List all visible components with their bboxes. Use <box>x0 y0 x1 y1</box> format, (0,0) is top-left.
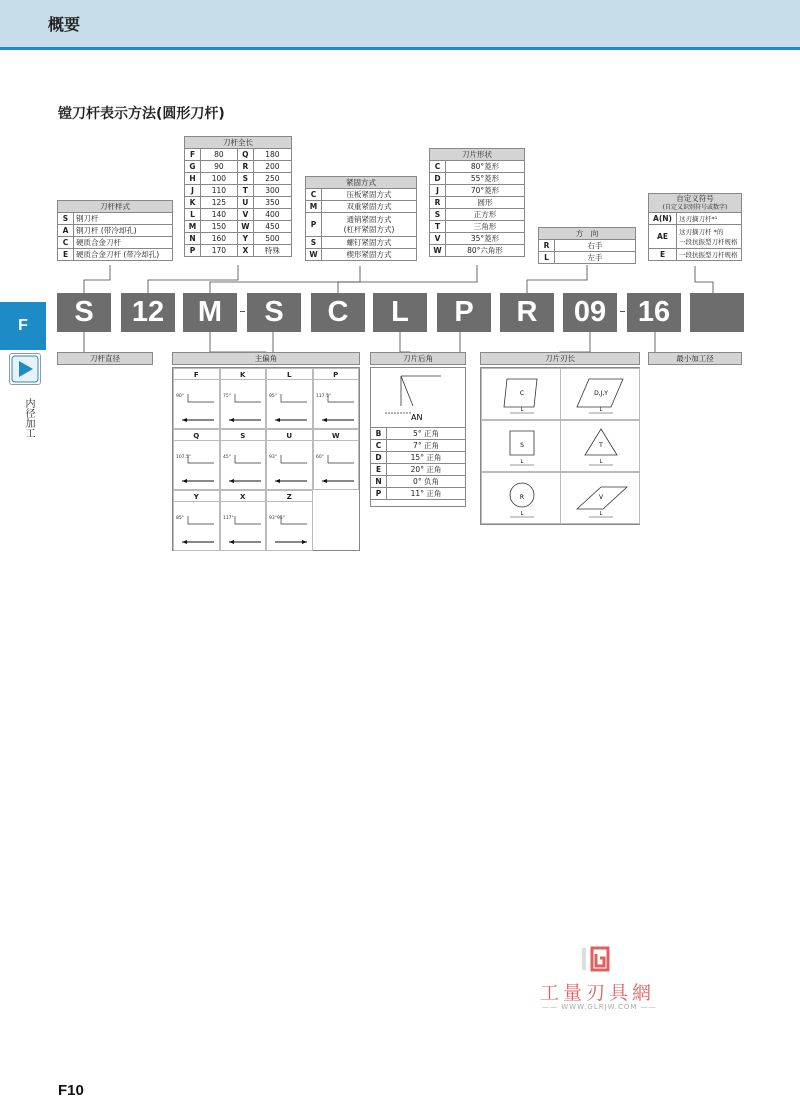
table-row <box>430 209 525 221</box>
table-cell: N <box>185 233 201 245</box>
table-cell: 正方形 <box>446 209 525 221</box>
table-cell: K <box>185 197 201 209</box>
table-row <box>371 476 466 488</box>
table-row <box>430 197 525 209</box>
insert-shape-table <box>429 148 525 257</box>
table-cell: N <box>371 476 387 488</box>
lead-angle-cell-s <box>220 429 267 490</box>
table-cell: P <box>185 245 201 257</box>
lead-angle-diagram <box>174 382 221 429</box>
table-cell: 450 <box>253 221 291 233</box>
arrow-head <box>182 479 187 483</box>
table-cell: 350 <box>253 197 291 209</box>
code-box-lead-angle: L <box>373 293 427 332</box>
lead-angle-diagram <box>174 504 221 551</box>
table-cell: T <box>237 185 253 197</box>
table-row <box>185 185 292 197</box>
arrow-head <box>229 540 234 544</box>
insert-shape-diagram <box>561 369 640 421</box>
arrow-head <box>275 479 280 483</box>
table-cell: 三角形 <box>446 221 525 233</box>
table-cell: 400 <box>253 209 291 221</box>
boring-tool-icon <box>9 353 41 385</box>
table-cell: S <box>306 237 322 249</box>
table-row <box>430 185 525 197</box>
dimension-label: L <box>599 511 603 517</box>
page-number: F10 <box>58 1082 84 1099</box>
table-cell: 钢刀杆 (带冷却孔) <box>74 225 173 237</box>
table-row <box>371 488 466 500</box>
edge-length-cell-djy <box>560 368 640 420</box>
lead-angle-diagram <box>221 443 268 490</box>
clamping-heading: 紧固方式 <box>306 177 417 189</box>
lead-angle-value: 60° <box>315 455 324 460</box>
code-box-direction: R <box>500 293 554 332</box>
lead-angle-code: Z <box>267 493 312 502</box>
direction-heading: 方 向 <box>539 228 636 240</box>
lead-angle-cell-k <box>220 368 267 429</box>
header-title: 概要 <box>48 15 81 34</box>
tool-outline <box>235 516 261 524</box>
page-title: 镗刀杆表示方法(圆形刀杆) <box>58 106 225 122</box>
lead-angle-cell-w <box>313 429 360 490</box>
tool-outline <box>235 455 261 463</box>
table-cell: 170 <box>201 245 238 257</box>
table-cell: 特殊 <box>253 245 291 257</box>
lead-angle-diagram <box>267 382 314 429</box>
lead-angle-cell-p <box>313 368 360 429</box>
table-row <box>430 161 525 173</box>
arrow-head <box>322 418 327 422</box>
table-cell: B <box>371 428 387 440</box>
table-cell: H <box>185 173 201 185</box>
lead-angle-value: 95° <box>269 394 277 399</box>
custom-code-heading: 自定义符号 <box>676 194 714 203</box>
table-row <box>430 173 525 185</box>
arrow-head <box>275 418 280 422</box>
insert-shape-diagram <box>482 473 561 525</box>
table-row <box>185 233 292 245</box>
clearance-an-label: AN <box>411 413 423 422</box>
code-box-insert-shape: C <box>311 293 365 332</box>
table-cell: 硬质合金刀杆 <box>74 237 173 249</box>
table-cell: C <box>430 161 446 173</box>
lead-angle-value: 90° <box>176 394 184 399</box>
table-cell: M <box>185 221 201 233</box>
table-cell: 11° 正角 <box>387 488 466 500</box>
table-cell: 80°六角形 <box>446 245 525 257</box>
lead-angle-code: L <box>267 371 312 380</box>
table-cell: 90 <box>201 161 238 173</box>
lead-angle-diagram <box>221 382 268 429</box>
table-cell: V <box>237 209 253 221</box>
table-cell: 左手 <box>555 252 636 264</box>
table-cell: 通销紧固方式 (杠杆紧固方式) <box>322 213 417 237</box>
table-cell: M <box>306 201 322 213</box>
insert-shape-diagram <box>482 369 561 421</box>
lead-angle-cell-u <box>266 429 313 490</box>
table-cell: E <box>371 464 387 476</box>
table-row <box>185 209 292 221</box>
tool-outline <box>328 455 354 463</box>
lead-angle-label: 主偏角 <box>172 352 360 365</box>
table-cell: 7° 正角 <box>387 440 466 452</box>
table-row <box>371 452 466 464</box>
arrow-head <box>182 540 187 544</box>
table-row <box>185 245 292 257</box>
table-row <box>371 464 466 476</box>
table-cell: C <box>58 237 74 249</box>
table-cell: 5° 正角 <box>387 428 466 440</box>
table-cell: 双重紧固方式 <box>322 201 417 213</box>
table-cell: 15° 正角 <box>387 452 466 464</box>
code-box-edge-length: 09 <box>563 293 617 332</box>
lead-angle-code: S <box>221 432 266 441</box>
table-cell: 一段抗振型刀杆规格 <box>677 249 742 261</box>
lead-angle-value: 45° <box>222 455 231 460</box>
lead-angle-value: 75° <box>222 394 231 399</box>
lead-angle-code: K <box>221 371 266 380</box>
edge-length-cell-v <box>560 472 640 524</box>
table-cell: Q <box>237 149 253 161</box>
table-cell: W <box>306 249 322 261</box>
lead-angle-diagram <box>221 504 268 551</box>
table-cell: L <box>185 209 201 221</box>
lead-angle-grid <box>172 367 360 551</box>
table-cell: D <box>371 452 387 464</box>
insert-shape-code: R <box>519 494 525 501</box>
separator-dash <box>620 311 625 312</box>
insert-shape-diagram <box>561 421 640 473</box>
code-box-clamping: S <box>247 293 301 332</box>
table-cell: Y <box>237 233 253 245</box>
table-cell: C <box>306 189 322 201</box>
clamping-table <box>305 176 417 261</box>
table-cell: R <box>539 240 555 252</box>
insert-shape-diagram <box>482 421 561 473</box>
edge-length-cell-c <box>481 368 561 420</box>
table-cell: 这刃摘刀杆*¹ <box>677 213 742 225</box>
table-row <box>185 149 292 161</box>
table-cell: 200 <box>253 161 291 173</box>
holder-length-heading: 刀杆全长 <box>185 137 292 149</box>
dimension-label: L <box>520 407 524 413</box>
table-row <box>185 221 292 233</box>
table-cell: 125 <box>201 197 238 209</box>
table-row <box>430 221 525 233</box>
watermark-url: —— WWW.GLRJW.COM —— <box>542 1003 657 1011</box>
table-cell: 110 <box>201 185 238 197</box>
table-cell: 300 <box>253 185 291 197</box>
table-cell: 100 <box>201 173 238 185</box>
dimension-label: L <box>520 459 524 465</box>
edge-length-cell-t <box>560 420 640 472</box>
page-header <box>0 0 800 50</box>
lead-angle-code: W <box>314 432 359 441</box>
table-cell: 右手 <box>555 240 636 252</box>
lead-angle-value: 93°95° <box>269 516 285 521</box>
table-row <box>185 173 292 185</box>
code-box-min-bore: 16 <box>627 293 681 332</box>
table-cell: U <box>237 197 253 209</box>
lead-angle-value: 107.5° <box>176 455 192 460</box>
edge-length-cell-s <box>481 420 561 472</box>
table-row <box>371 428 466 440</box>
table-cell: 圆形 <box>446 197 525 209</box>
table-cell: S <box>58 213 74 225</box>
lead-angle-diagram <box>314 443 361 490</box>
direction-table <box>538 227 636 264</box>
table-row <box>185 197 292 209</box>
lead-angle-cell-l <box>266 368 313 429</box>
table-cell: 160 <box>201 233 238 245</box>
code-box-clearance: P <box>437 293 491 332</box>
table-cell: P <box>371 488 387 500</box>
insert-shape-code: C <box>519 390 525 397</box>
table-cell: X <box>237 245 253 257</box>
tool-outline <box>188 455 214 463</box>
lead-angle-value: 117° <box>222 516 234 521</box>
holder-style-heading: 刀杆样式 <box>58 201 173 213</box>
edge-length-cell-r <box>481 472 561 524</box>
table-cell: 螺钉紧固方式 <box>322 237 417 249</box>
table-cell: 250 <box>253 173 291 185</box>
arrow-head <box>322 479 327 483</box>
table-cell: S <box>430 209 446 221</box>
table-cell: 150 <box>201 221 238 233</box>
lead-angle-cell-f <box>173 368 220 429</box>
min-bore-label: 最小加工径 <box>648 352 742 365</box>
separator-dash <box>240 311 245 312</box>
table-cell: T <box>430 221 446 233</box>
lead-angle-diagram <box>314 382 361 429</box>
tool-outline <box>281 455 307 463</box>
edge-length-label: 刀片刃长 <box>480 352 640 365</box>
table-cell: S <box>237 173 253 185</box>
table-cell: A(N) <box>649 213 677 225</box>
lead-angle-code: F <box>174 371 219 380</box>
lead-angle-code: Y <box>174 493 219 502</box>
table-cell: 140 <box>201 209 238 221</box>
insert-shape-code: D,J,Y <box>594 390 608 397</box>
table-row <box>185 161 292 173</box>
table-cell: 压板紧固方式 <box>322 189 417 201</box>
lead-angle-code: P <box>314 371 359 380</box>
table-cell: P <box>306 213 322 237</box>
holder-length-table <box>184 136 292 257</box>
edge-length-grid <box>480 367 640 525</box>
table-row <box>430 233 525 245</box>
holder-style-table <box>57 200 173 261</box>
table-cell: AE <box>649 225 677 249</box>
table-cell: V <box>430 233 446 245</box>
lead-angle-value: 93° <box>269 455 277 460</box>
table-cell: L <box>539 252 555 264</box>
table-cell: E <box>58 249 74 261</box>
clearance-label: 刀片后角 <box>370 352 466 365</box>
code-box-length: M <box>183 293 237 332</box>
table-cell: 55°菱形 <box>446 173 525 185</box>
table-cell: 35°菱形 <box>446 233 525 245</box>
clearance-table <box>370 427 466 500</box>
code-box-diameter: 12 <box>121 293 175 332</box>
tool-outline <box>328 394 354 402</box>
tool-outline <box>235 394 261 402</box>
table-cell: D <box>430 173 446 185</box>
table-cell: J <box>185 185 201 197</box>
table-cell: C <box>371 440 387 452</box>
arrow-head <box>182 418 187 422</box>
tool-outline <box>188 516 214 524</box>
insert-shape-diagram <box>561 473 640 525</box>
clearance-panel <box>370 367 466 507</box>
table-row <box>430 245 525 257</box>
side-section-label: 内径加工 <box>23 398 34 438</box>
lead-angle-diagram <box>267 504 314 551</box>
insert-shape-code: T <box>599 442 603 449</box>
table-cell: 500 <box>253 233 291 245</box>
arrow-head <box>229 479 234 483</box>
arrow-head <box>229 418 234 422</box>
lead-angle-value: 117.5° <box>315 394 331 399</box>
table-cell: 20° 正角 <box>387 464 466 476</box>
table-cell: 这刃摘刀杆 *的 一段抗振型刀杆规格 <box>677 225 742 249</box>
watermark-text: 工量刃具網 <box>540 982 656 1004</box>
code-box-holder-style: S <box>57 293 111 332</box>
dimension-label: L <box>520 511 524 517</box>
table-cell: 硬质合金刀杆 (带冷却孔) <box>74 249 173 261</box>
table-cell: W <box>237 221 253 233</box>
insert-shape-code: V <box>598 494 604 501</box>
tool-outline <box>188 394 214 402</box>
lead-angle-value: 85° <box>176 516 184 521</box>
lead-angle-cell-z <box>266 490 313 551</box>
code-box-custom <box>690 293 744 332</box>
lead-angle-diagram <box>174 443 221 490</box>
side-section-tab[interactable]: F <box>0 302 46 350</box>
table-cell: G <box>185 161 201 173</box>
table-row <box>371 440 466 452</box>
dimension-label: L <box>599 459 603 465</box>
table-cell: F <box>185 149 201 161</box>
table-cell: 80°菱形 <box>446 161 525 173</box>
table-cell: R <box>430 197 446 209</box>
lead-angle-cell-q <box>173 429 220 490</box>
custom-code-table <box>648 193 742 261</box>
insert-shape-code: S <box>520 442 524 449</box>
table-cell: R <box>237 161 253 173</box>
table-cell: 0° 负角 <box>387 476 466 488</box>
lead-angle-code: X <box>221 493 266 502</box>
table-cell: 70°菱形 <box>446 185 525 197</box>
tool-outline <box>281 394 307 402</box>
table-cell: 钢刀杆 <box>74 213 173 225</box>
table-cell: 180 <box>253 149 291 161</box>
dimension-label: L <box>599 407 603 413</box>
lead-angle-cell-x <box>220 490 267 551</box>
lead-angle-cell-y <box>173 490 220 551</box>
lead-angle-diagram <box>267 443 314 490</box>
lead-angle-code: Q <box>174 432 219 441</box>
custom-code-subheading: (自定义识别符号或数字) <box>662 204 728 211</box>
table-cell: 80 <box>201 149 238 161</box>
table-cell: A <box>58 225 74 237</box>
clearance-angle-diagram <box>371 368 465 428</box>
table-cell: E <box>649 249 677 261</box>
diameter-label: 刀杆直径 <box>57 352 153 365</box>
table-cell: J <box>430 185 446 197</box>
glrjw-logo <box>578 944 632 974</box>
table-cell: W <box>430 245 446 257</box>
lead-angle-code: U <box>267 432 312 441</box>
arrow-head <box>302 540 307 544</box>
table-cell: 楔形紧固方式 <box>322 249 417 261</box>
insert-shape-heading: 刀片形状 <box>430 149 525 161</box>
